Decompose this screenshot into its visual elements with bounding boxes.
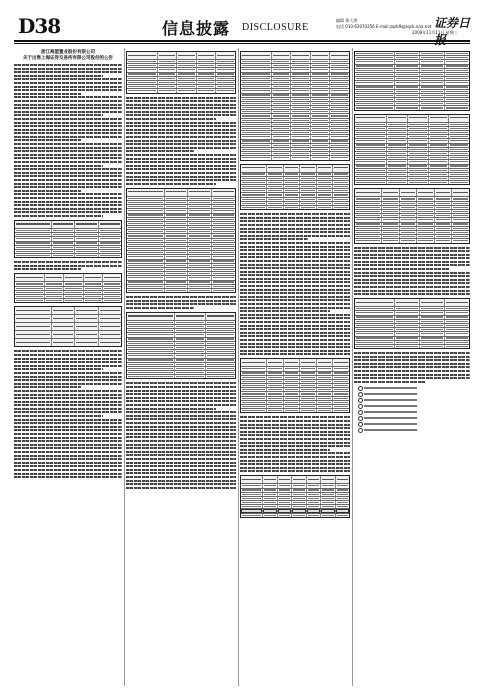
formula-item	[364, 417, 417, 419]
editor-line: 编辑 郑大勇	[336, 18, 358, 23]
column-divider	[352, 48, 353, 686]
announcement-title	[14, 50, 122, 62]
body-text	[240, 213, 350, 355]
formula-item	[364, 393, 417, 395]
body-text	[240, 416, 350, 472]
formula-item	[364, 405, 417, 407]
data-table	[14, 306, 122, 347]
body-text	[14, 261, 122, 270]
formula-list	[364, 387, 470, 431]
data-table	[354, 188, 470, 243]
data-table	[240, 358, 350, 413]
masthead-rule-thin	[14, 43, 470, 44]
formula-item	[364, 423, 417, 425]
page-number: D38	[18, 14, 61, 38]
data-table	[354, 114, 470, 186]
section-title-en: DISCLOSURE	[242, 22, 309, 33]
data-table	[354, 298, 470, 349]
announcement-title-line-2: 关于出售上海证券交易所有限公司股份的公告	[23, 56, 113, 61]
data-table	[240, 51, 350, 161]
body-text	[126, 382, 236, 488]
body-text	[354, 247, 470, 296]
column-4	[354, 48, 470, 686]
body-text	[14, 64, 122, 217]
masthead	[14, 14, 470, 40]
data-table	[126, 188, 236, 293]
body-text	[354, 352, 470, 383]
date-line: 2009年11月11日 星期三	[412, 30, 458, 35]
data-table	[126, 51, 236, 94]
section-title-cn: 信息披露	[162, 19, 231, 38]
column-2	[126, 48, 236, 686]
column-3	[240, 48, 350, 686]
column-1	[14, 48, 122, 686]
newspaper-logo: 证券日	[434, 16, 471, 30]
column-divider	[124, 48, 125, 686]
column-divider	[238, 48, 239, 686]
contact-line: 电话 010-63070256 E-mail:zqrb9@zqrb.sina.net	[336, 24, 432, 29]
data-table	[126, 312, 236, 380]
body-text	[126, 97, 236, 185]
announcement-title-line-1: 浙江海盟置业股份有限公司	[41, 50, 95, 55]
masthead-rule	[14, 40, 470, 42]
formula-item	[364, 387, 417, 389]
body-text	[126, 296, 236, 309]
data-table	[240, 164, 350, 211]
body-text	[14, 350, 122, 478]
data-table	[14, 220, 122, 258]
data-table	[14, 273, 122, 303]
data-table	[354, 51, 470, 111]
formula-item	[364, 399, 417, 401]
formula-item	[364, 411, 417, 413]
formula-item	[364, 429, 417, 431]
data-table	[240, 475, 350, 518]
